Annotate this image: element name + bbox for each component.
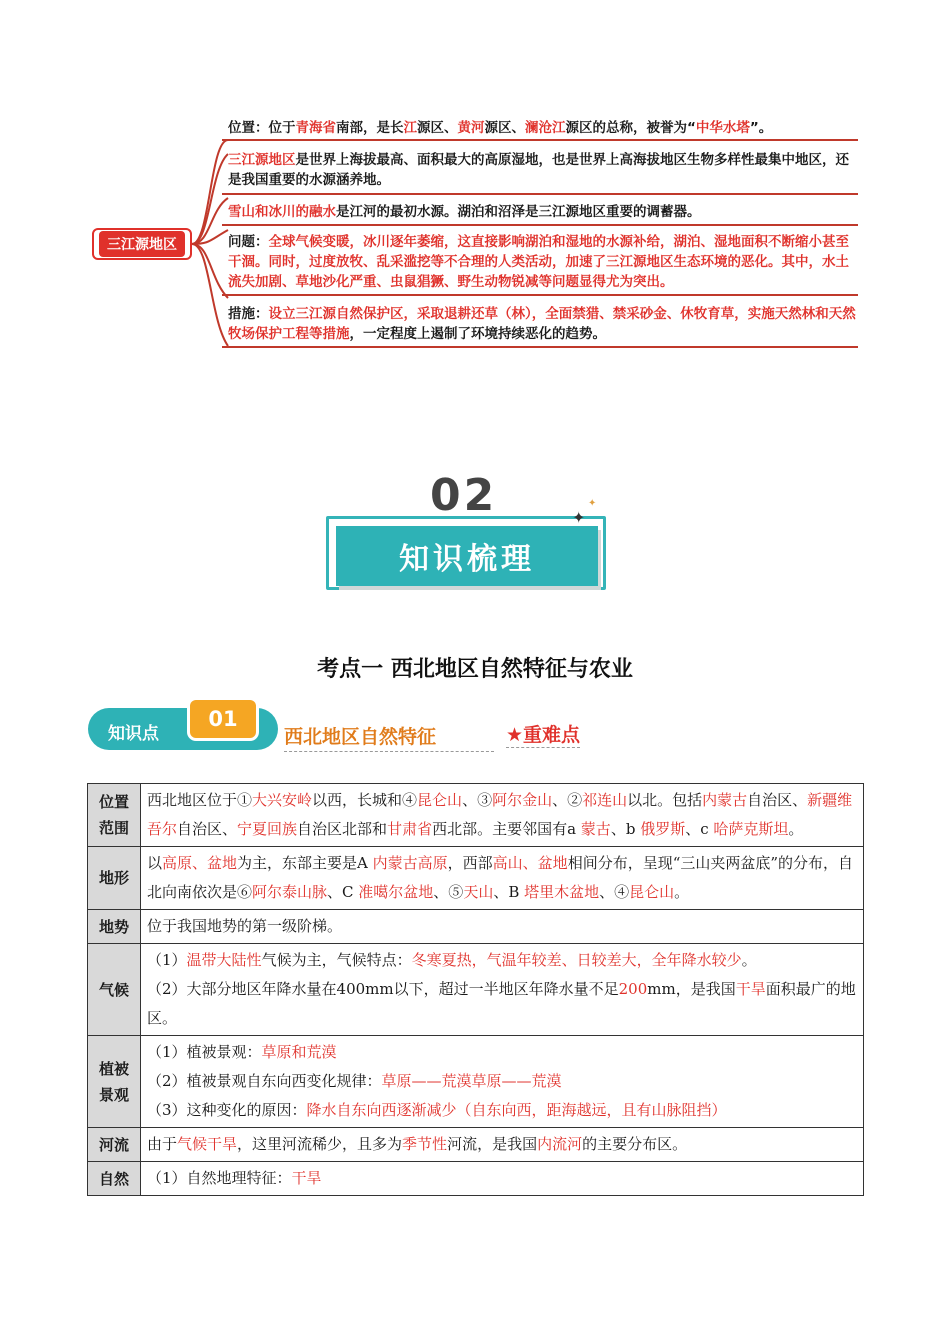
- body-text: （1）: [147, 951, 187, 969]
- highlight-text: 三江源地区: [228, 152, 296, 168]
- knowledge-point-title: 西北地区自然特征: [284, 722, 494, 752]
- highlight-text: 准噶尔盆地: [358, 883, 434, 901]
- section-number: 02: [430, 470, 498, 521]
- highlight-text: 高原、盆地: [162, 854, 238, 872]
- knowledge-point-number: 01: [190, 700, 256, 738]
- body-text: 、③: [462, 791, 493, 809]
- body-text: 自治区北部和: [297, 820, 388, 838]
- table-row: [88, 784, 864, 847]
- mindmap-root-label: 三江源地区: [99, 231, 185, 257]
- table-row: [88, 1036, 864, 1128]
- body-text: 河流，是我国: [447, 1135, 538, 1153]
- body-text: 位置：位于: [228, 120, 296, 136]
- body-text: 问题：: [228, 234, 269, 250]
- body-text: 源区、: [484, 120, 525, 136]
- mindmap-branch-line: [222, 224, 858, 226]
- highlight-text: 高山、盆地: [492, 854, 568, 872]
- body-text: 面积最广的地区。: [147, 980, 856, 1027]
- highlight-text: 草原和荒漠: [261, 1043, 337, 1061]
- highlight-text: 青海省: [295, 120, 336, 136]
- highlight-text: 草原——荒漠草原——荒漠: [381, 1072, 562, 1090]
- body-text: （1）自然地理特征：: [147, 1169, 292, 1187]
- table-row: [88, 910, 864, 944]
- mindmap-root: [92, 228, 192, 260]
- body-text: 由于: [147, 1135, 178, 1153]
- body-text: 以: [147, 854, 163, 872]
- body-text: 以北。包括: [627, 791, 703, 809]
- highlight-text: 干旱: [735, 980, 766, 998]
- row-content: [141, 944, 864, 1036]
- content-line: [147, 1067, 857, 1096]
- highlight-text: 昆仑山: [417, 791, 463, 809]
- table-row: [88, 1128, 864, 1162]
- highlight-text: 塔里木盆地: [524, 883, 600, 901]
- mindmap-branch-line: [222, 139, 858, 141]
- body-text: 、C: [327, 883, 359, 901]
- row-content: [141, 1036, 864, 1128]
- body-text: 、②: [552, 791, 583, 809]
- row-header: 地形: [88, 847, 141, 910]
- body-text: 位于我国地势的第一级阶梯。: [147, 917, 343, 935]
- body-text: 是江河的最初水源。湖泊和沼泽是三江源地区重要的调蓄器。: [336, 204, 701, 220]
- body-text: （2）植被景观自东向西变化规律：: [147, 1072, 382, 1090]
- row-header: 植被 景观: [88, 1036, 141, 1128]
- highlight-text: 设立三江源自然保护区，采取退耕还草（林），全面禁猎、禁采砂金、休牧育草，实施天然林和天然牧场保护工程等措施: [228, 306, 856, 342]
- body-text: 。: [741, 951, 757, 969]
- highlight-text: 黄河: [457, 120, 485, 136]
- row-header: 河流: [88, 1128, 141, 1162]
- body-text: ，西部: [447, 854, 493, 872]
- row-content: [141, 1162, 864, 1196]
- body-text: 措施：: [228, 306, 269, 322]
- row-content: [141, 847, 864, 910]
- body-text: 相间分布，呈现“三山夹两盆底”的分布，自北向南依次是⑥: [147, 854, 854, 901]
- content-line: [147, 946, 857, 975]
- body-text: 南部，是长: [336, 120, 404, 136]
- row-content: [141, 1128, 864, 1162]
- body-text: ，这里河流稀少，且多为: [237, 1135, 403, 1153]
- mindmap-branch-line: [222, 193, 858, 195]
- body-text: 自治区、: [177, 820, 238, 838]
- table-row: [88, 1162, 864, 1196]
- body-text: 。: [674, 883, 690, 901]
- body-text: （2）大部分地区年降水量在400mm以下，超过一半地区年降水量不足: [147, 980, 619, 998]
- highlight-text: 内流河: [537, 1135, 583, 1153]
- body-text: 源区的总称，被誉为“: [565, 120, 696, 136]
- highlight-text: 蒙古: [580, 820, 611, 838]
- mindmap-connectors: [190, 110, 230, 350]
- row-content: [141, 910, 864, 944]
- body-text: 西北地区位于①: [147, 791, 253, 809]
- highlight-text: 江: [403, 120, 417, 136]
- body-text: 自治区、: [747, 791, 808, 809]
- highlight-text: 澜沧江: [525, 120, 566, 136]
- mindmap-branch: [228, 232, 858, 292]
- row-header: 地势: [88, 910, 141, 944]
- row-header: 气候: [88, 944, 141, 1036]
- mindmap-branch-line: [222, 346, 858, 348]
- body-text: 西北部。主要邻国有a: [432, 820, 581, 838]
- content-line: [147, 1096, 857, 1125]
- body-text: 。: [788, 820, 804, 838]
- body-text: ”。: [749, 120, 773, 136]
- highlight-text: 大兴安岭: [252, 791, 313, 809]
- highlight-text: 内蒙古高原: [372, 854, 448, 872]
- highlight-text: 甘肃省: [387, 820, 433, 838]
- difficulty-tag: ★重难点: [506, 720, 580, 748]
- table-row: [88, 847, 864, 910]
- highlight-text: 新疆维吾尔: [147, 791, 853, 838]
- body-text: （3）这种变化的原因：: [147, 1101, 307, 1119]
- highlight-text: 天山: [463, 883, 494, 901]
- knowledge-point-label: 知识点: [108, 724, 159, 744]
- body-text: 为主，东部主要是A: [237, 854, 373, 872]
- highlight-text: 季节性: [402, 1135, 448, 1153]
- body-text: 、b: [610, 820, 641, 838]
- body-text: ，一定程度上遏制了环境持续恶化的趋势。: [349, 326, 606, 342]
- highlight-text: 哈萨克斯坦: [713, 820, 789, 838]
- mindmap-branch: [228, 202, 858, 222]
- table-row: [88, 944, 864, 1036]
- highlight-text: 阿尔泰山脉: [252, 883, 328, 901]
- highlight-text: 内蒙古: [702, 791, 748, 809]
- highlight-text: 宁夏回族: [237, 820, 298, 838]
- row-content: [141, 784, 864, 847]
- body-text: （1）植被景观：: [147, 1043, 262, 1061]
- highlight-text: 全球气候变暖，冰川逐年萎缩，这直接影响湖泊和湿地的水源补给，湖泊、湿地面积不断缩小甚至干涸。同时，过度放牧、乱采滥挖等不合理的人类活动，加速了三江源地区生态环境的恶化。其中，水土流失加剧、草地沙化严重、虫鼠猖獗、野生动物锐减等问题显得尤为突出。: [228, 234, 849, 290]
- row-header: 位置 范围: [88, 784, 141, 847]
- content-line: [147, 1038, 857, 1067]
- mindmap-branch: [228, 304, 858, 344]
- highlight-text: 温带大陆性: [186, 951, 262, 969]
- highlight-text: 200: [618, 980, 648, 998]
- section-title: 考点一 西北地区自然特征与农业: [317, 657, 633, 682]
- body-text: 、④: [599, 883, 630, 901]
- content-line: [147, 975, 857, 1033]
- banner-title: 知识梳理: [336, 526, 598, 586]
- highlight-text: 冬寒夏热，气温年较差、日较差大，全年降水较少: [411, 951, 742, 969]
- highlight-text: 雪山和冰川的融水: [228, 204, 336, 220]
- mindmap-branch: [228, 150, 858, 190]
- row-header: 自然: [88, 1162, 141, 1196]
- body-text: 的主要分布区。: [582, 1135, 688, 1153]
- body-text: 、B: [493, 883, 525, 901]
- body-text: 源区、: [417, 120, 458, 136]
- sparkle-icon: ✦: [572, 508, 586, 527]
- highlight-text: 气候干旱: [177, 1135, 238, 1153]
- highlight-text: 阿尔金山: [492, 791, 553, 809]
- body-text: mm，是我国: [647, 980, 736, 998]
- mindmap-branch-line: [222, 294, 858, 296]
- content-table: [87, 783, 864, 1196]
- mindmap-branch: [228, 118, 848, 138]
- body-text: 、c: [685, 820, 714, 838]
- highlight-text: 中华水塔: [695, 120, 750, 136]
- body-text: 是世界上海拔最高、面积最大的高原湿地，也是世界上高海拔地区生物多样性最集中地区，还是我国重要的水源涵养地。: [228, 152, 849, 188]
- highlight-text: 昆仑山: [629, 883, 675, 901]
- body-text: 以西，长城和④: [312, 791, 418, 809]
- sparkle-small-icon: ✦: [588, 498, 597, 509]
- highlight-text: 俄罗斯: [640, 820, 686, 838]
- body-text: 气候为主，气候特点：: [261, 951, 412, 969]
- body-text: 、⑤: [433, 883, 464, 901]
- highlight-text: 干旱: [291, 1169, 322, 1187]
- highlight-text: 降水自东向西逐渐减少（自东向西，距海越远，且有山脉阻挡）: [306, 1101, 727, 1119]
- highlight-text: 祁连山: [582, 791, 628, 809]
